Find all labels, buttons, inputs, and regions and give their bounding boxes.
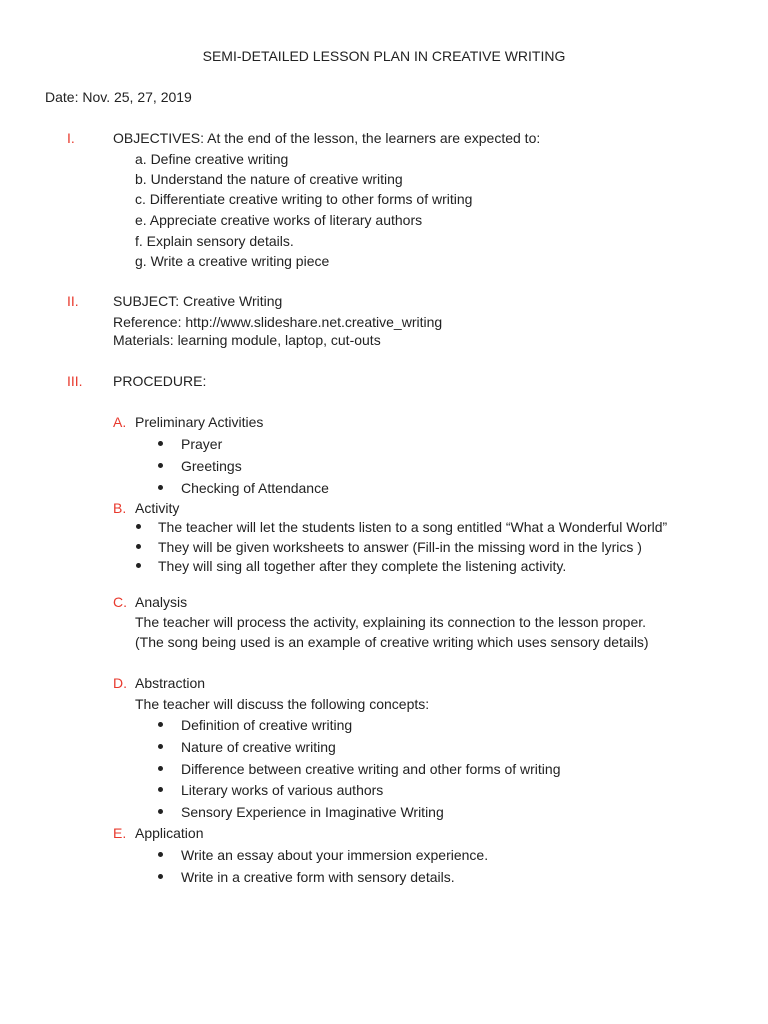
bullet-icon xyxy=(158,441,163,446)
objective-item: c. Differentiate creative writing to other forms of writing xyxy=(135,191,473,207)
subsection-title: Abstraction xyxy=(135,675,206,691)
objective-item: g. Write a creative writing piece xyxy=(135,253,330,269)
analysis-text: The teacher will process the activity, explaining its connection to the lesson proper. xyxy=(135,614,647,630)
bullet-icon xyxy=(158,485,163,490)
bullet-icon xyxy=(158,874,163,879)
objective-item: f. Explain sensory details. xyxy=(135,233,294,249)
list-item: Prayer xyxy=(181,436,223,452)
list-item: Greetings xyxy=(181,458,242,474)
subsection-title: Preliminary Activities xyxy=(135,414,264,430)
list-item: Sensory Experience in Imaginative Writing xyxy=(181,804,444,820)
bullet-icon xyxy=(158,463,163,468)
list-item: The teacher will let the students listen to a song entitled “What a Wonderful World” xyxy=(158,519,668,535)
list-item: Literary works of various authors xyxy=(181,782,384,798)
subject-materials: Materials: learning module, laptop, cut-outs xyxy=(113,332,381,348)
objective-item: a. Define creative writing xyxy=(135,151,289,167)
subsection-letter: E. xyxy=(113,825,127,841)
subsection-letter: B. xyxy=(113,500,127,516)
section-numeral: III. xyxy=(67,373,83,389)
bullet-icon xyxy=(136,524,141,529)
bullet-icon xyxy=(158,809,163,814)
subsection-letter: A. xyxy=(113,414,127,430)
bullet-icon xyxy=(136,563,141,568)
subsection-letter: C. xyxy=(113,594,127,610)
subject-heading: SUBJECT: Creative Writing xyxy=(113,293,283,309)
list-item: They will be given worksheets to answer (Fill-in the missing word in the lyrics ) xyxy=(158,539,642,555)
bullet-icon xyxy=(136,544,141,549)
subject-reference: Reference: http://www.slideshare.net.creative_writing xyxy=(113,314,443,330)
bullet-icon xyxy=(158,787,163,792)
objective-item: b. Understand the nature of creative writing xyxy=(135,171,403,187)
bullet-icon xyxy=(158,766,163,771)
bullet-icon xyxy=(158,852,163,857)
objectives-heading: OBJECTIVES: At the end of the lesson, the learners are expected to: xyxy=(113,130,541,146)
analysis-text: (The song being used is an example of creative writing which uses sensory details) xyxy=(135,634,649,650)
list-item: Nature of creative writing xyxy=(181,739,336,755)
list-item: Difference between creative writing and other forms of writing xyxy=(181,761,561,777)
lesson-date: Date: Nov. 25, 27, 2019 xyxy=(45,89,192,105)
list-item: Definition of creative writing xyxy=(181,717,353,733)
list-item: Write in a creative form with sensory details. xyxy=(181,869,455,885)
document-title: SEMI-DETAILED LESSON PLAN IN CREATIVE WRITING xyxy=(202,48,566,64)
abstraction-intro: The teacher will discuss the following concepts: xyxy=(135,696,430,712)
subsection-title: Application xyxy=(135,825,204,841)
section-numeral: II. xyxy=(67,293,79,309)
objective-item: e. Appreciate creative works of literary authors xyxy=(135,212,423,228)
bullet-icon xyxy=(158,744,163,749)
list-item: Write an essay about your immersion experience. xyxy=(181,847,489,863)
subsection-letter: D. xyxy=(113,675,127,691)
bullet-icon xyxy=(158,722,163,727)
list-item: Checking of Attendance xyxy=(181,480,329,496)
subsection-title: Activity xyxy=(135,500,180,516)
section-numeral: I. xyxy=(67,130,75,146)
list-item: They will sing all together after they complete the listening activity. xyxy=(158,558,567,574)
procedure-heading: PROCEDURE: xyxy=(113,373,207,389)
subsection-title: Analysis xyxy=(135,594,188,610)
